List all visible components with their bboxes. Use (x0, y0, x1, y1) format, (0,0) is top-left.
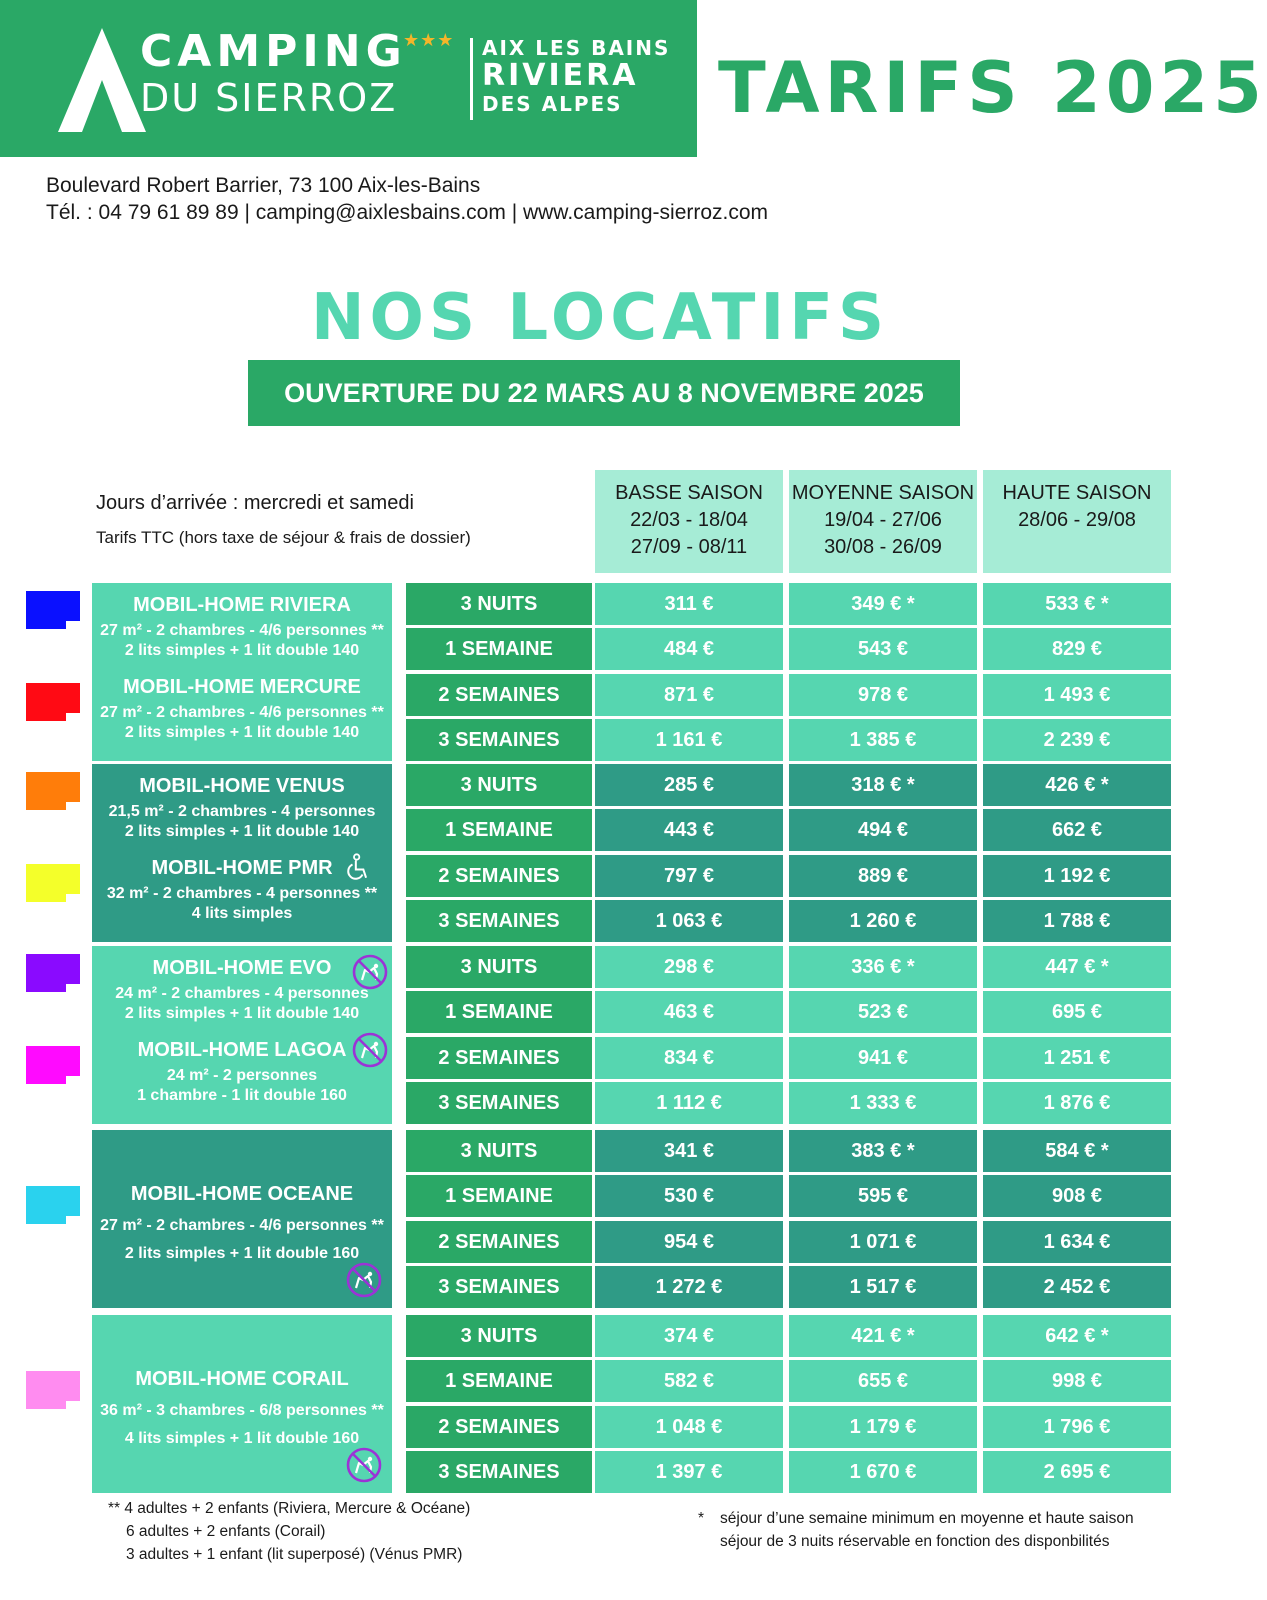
brand-line-2: DU SIERROZ (140, 76, 398, 120)
mobil-home-beds: 2 lits simples + 1 lit double 160 (124, 1245, 360, 1262)
price-cell: 871 € (595, 674, 783, 716)
mobil-home-description: 36 m² - 3 chambres - 6/8 personnes ** (100, 1402, 384, 1419)
section-title: NOS LOCATIFS (310, 281, 890, 355)
price-cell: 797 € (595, 855, 783, 897)
header-band (0, 0, 697, 157)
duration-cell: 2 SEMAINES (406, 1037, 592, 1079)
tax-note: Tarifs TTC (hors taxe de séjour & frais de dossier) (96, 528, 471, 547)
mobil-home-description: 27 m² - 2 chambres - 4/6 personnes ** (100, 704, 384, 721)
rental-group-label (92, 583, 392, 761)
season-dates: 28/06 - 29/08 (1018, 509, 1136, 531)
price-cell: 2 239 € (983, 719, 1171, 761)
mobil-home-name: MOBIL-HOME EVO (152, 957, 332, 979)
mobil-home-name: MOBIL-HOME OCEANE (130, 1183, 354, 1205)
price-cell: 584 € * (983, 1130, 1171, 1172)
color-swatch (26, 772, 80, 810)
brand-line-1: CAMPING (140, 26, 407, 77)
price-cell: 285 € (595, 764, 783, 806)
price-cell: 336 € * (789, 946, 977, 988)
duration-cell: 3 SEMAINES (406, 719, 592, 761)
price-cell: 533 € * (983, 583, 1171, 625)
mobil-home-beds: 4 lits simples (191, 905, 293, 922)
price-cell: 2 452 € (983, 1266, 1171, 1308)
duration-cell: 2 SEMAINES (406, 1221, 592, 1263)
no-pets-icon (352, 954, 388, 990)
price-cell: 523 € (789, 991, 977, 1033)
price-cell: 1 260 € (789, 900, 977, 942)
mobil-home-description: 27 m² - 2 chambres - 4/6 personnes ** (100, 1217, 384, 1234)
region-line-1: AIX LES BAINS (482, 36, 671, 60)
duration-cell: 3 NUITS (406, 1130, 592, 1172)
footnote-line: 3 adultes + 1 enfant (lit superposé) (Vénus PMR) (126, 1546, 463, 1563)
duration-cell: 3 SEMAINES (406, 1266, 592, 1308)
price-cell: 642 € * (983, 1315, 1171, 1357)
price-cell: 1 272 € (595, 1266, 783, 1308)
price-cell: 1 179 € (789, 1406, 977, 1448)
duration-cell: 3 NUITS (406, 583, 592, 625)
color-swatch (26, 591, 80, 629)
duration-cell: 1 SEMAINE (406, 1360, 592, 1402)
no-pets-icon (346, 1262, 382, 1298)
color-swatch (26, 1186, 80, 1224)
price-cell: 1 112 € (595, 1082, 783, 1124)
duration-cell: 1 SEMAINE (406, 991, 592, 1033)
mobil-home-beds: 2 lits simples + 1 lit double 140 (124, 1005, 360, 1022)
mobil-home-name: MOBIL-HOME RIVIERA (133, 594, 351, 616)
mobil-home-name: MOBIL-HOME CORAIL (135, 1368, 349, 1390)
price-cell: 998 € (983, 1360, 1171, 1402)
no-pets-icon (352, 1032, 388, 1068)
address: Boulevard Robert Barrier, 73 100 Aix-les-Bains (46, 174, 481, 197)
price-cell: 889 € (789, 855, 977, 897)
price-cell: 443 € (595, 809, 783, 851)
color-swatch (26, 683, 80, 721)
price-cell: 1 634 € (983, 1221, 1171, 1263)
region-logo (482, 36, 670, 116)
price-cell: 530 € (595, 1175, 783, 1217)
duration-cell: 1 SEMAINE (406, 1175, 592, 1217)
footnote-marker: * (698, 1510, 705, 1527)
price-cell: 1 385 € (789, 719, 977, 761)
price-cell: 494 € (789, 809, 977, 851)
price-cell: 484 € (595, 628, 783, 670)
price-cell: 1 192 € (983, 855, 1171, 897)
price-cell: 941 € (789, 1037, 977, 1079)
season-dates: 30/08 - 26/09 (824, 536, 942, 558)
price-cell: 1 493 € (983, 674, 1171, 716)
duration-cell: 3 NUITS (406, 946, 592, 988)
duration-cell: 3 SEMAINES (406, 900, 592, 942)
price-cell: 1 071 € (789, 1221, 977, 1263)
price-cell: 829 € (983, 628, 1171, 670)
wheelchair-icon (340, 852, 376, 888)
season-header-haute (983, 470, 1171, 573)
mobil-home-description: 27 m² - 2 chambres - 4/6 personnes ** (100, 622, 384, 639)
price-cell: 1 788 € (983, 900, 1171, 942)
price-cell: 655 € (789, 1360, 977, 1402)
opening-dates-banner: OUVERTURE DU 22 MARS AU 8 NOVEMBRE 2025 (248, 360, 960, 426)
price-cell: 298 € (595, 946, 783, 988)
price-cell: 349 € * (789, 583, 977, 625)
price-cell: 954 € (595, 1221, 783, 1263)
price-cell: 695 € (983, 991, 1171, 1033)
price-cell: 1 670 € (789, 1451, 977, 1493)
duration-cell: 2 SEMAINES (406, 1406, 592, 1448)
contact-line: Tél. : 04 79 61 89 89 | camping@aixlesbains.com | www.camping-sierroz.com (46, 201, 769, 224)
price-cell: 1 251 € (983, 1037, 1171, 1079)
brand-separator (470, 38, 473, 120)
price-cell: 311 € (595, 583, 783, 625)
price-cell: 447 € * (983, 946, 1171, 988)
footnote-occupancy (108, 1497, 470, 1566)
mobil-home-beds: 1 chambre - 1 lit double 160 (137, 1087, 347, 1104)
rental-group-label (92, 946, 392, 1124)
season-name: HAUTE SAISON (1002, 482, 1152, 504)
season-dates: 22/03 - 18/04 (630, 509, 748, 531)
region-line-2: RIVIERA (482, 58, 639, 93)
color-swatch (26, 1046, 80, 1084)
season-name: BASSE SAISON (615, 482, 763, 504)
season-header-basse (595, 470, 783, 573)
price-cell: 421 € * (789, 1315, 977, 1357)
camping-tent-logo (58, 28, 146, 132)
duration-cell: 3 NUITS (406, 1315, 592, 1357)
footnote-line: 6 adultes + 2 enfants (Corail) (126, 1523, 326, 1540)
duration-cell: 1 SEMAINE (406, 628, 592, 670)
mobil-home-name: MOBIL-HOME VENUS (139, 775, 345, 797)
price-cell: 1 333 € (789, 1082, 977, 1124)
price-cell: 1 161 € (595, 719, 783, 761)
rating-stars: ★★★ (403, 30, 455, 51)
duration-cell: 2 SEMAINES (406, 855, 592, 897)
mobil-home-name: MOBIL-HOME MERCURE (123, 676, 361, 698)
season-header-moyenne (789, 470, 977, 573)
price-cell: 383 € * (789, 1130, 977, 1172)
color-swatch (26, 954, 80, 992)
price-cell: 582 € (595, 1360, 783, 1402)
season-dates: 19/04 - 27/06 (824, 509, 942, 531)
mobil-home-beds: 4 lits simples + 1 lit double 160 (124, 1430, 360, 1447)
arrival-days: Jours d’arrivée : mercredi et samedi (96, 492, 414, 514)
page-title: TARIFS 2025 (718, 47, 1267, 129)
mobil-home-beds: 2 lits simples + 1 lit double 140 (124, 642, 360, 659)
price-cell: 595 € (789, 1175, 977, 1217)
duration-cell: 2 SEMAINES (406, 674, 592, 716)
footnote-line: séjour d’une semaine minimum en moyenne et haute saison (720, 1510, 1134, 1527)
mobil-home-description: 24 m² - 2 personnes (166, 1067, 318, 1084)
price-cell: 2 695 € (983, 1451, 1171, 1493)
contact-info (46, 172, 768, 226)
price-cell: 426 € * (983, 764, 1171, 806)
price-cell: 1 796 € (983, 1406, 1171, 1448)
season-name: MOYENNE SAISON (791, 482, 975, 504)
price-cell: 341 € (595, 1130, 783, 1172)
season-dates: 27/09 - 08/11 (630, 536, 748, 558)
mobil-home-name: MOBIL-HOME PMR (151, 857, 333, 879)
price-cell: 1 517 € (789, 1266, 977, 1308)
price-cell: 908 € (983, 1175, 1171, 1217)
brand-name (140, 28, 407, 120)
color-swatch (26, 1371, 80, 1409)
mobil-home-beds: 2 lits simples + 1 lit double 140 (124, 724, 360, 741)
price-cell: 374 € (595, 1315, 783, 1357)
price-cell: 662 € (983, 809, 1171, 851)
region-line-3: DES ALPES (482, 92, 623, 116)
duration-cell: 3 SEMAINES (406, 1082, 592, 1124)
color-swatch (26, 864, 80, 902)
footnote-line: séjour de 3 nuits réservable en fonction des disponbilités (720, 1533, 1110, 1550)
price-cell: 463 € (595, 991, 783, 1033)
price-cell: 1 876 € (983, 1082, 1171, 1124)
price-cell: 1 063 € (595, 900, 783, 942)
price-cell: 318 € * (789, 764, 977, 806)
price-cell: 978 € (789, 674, 977, 716)
price-cell: 543 € (789, 628, 977, 670)
duration-cell: 3 NUITS (406, 764, 592, 806)
mobil-home-description: 24 m² - 2 chambres - 4 personnes (115, 985, 369, 1002)
price-cell: 1 397 € (595, 1451, 783, 1493)
duration-cell: 1 SEMAINE (406, 809, 592, 851)
mobil-home-description: 32 m² - 2 chambres - 4 personnes ** (106, 885, 378, 902)
mobil-home-name: MOBIL-HOME LAGOA (137, 1039, 347, 1061)
mobil-home-beds: 2 lits simples + 1 lit double 140 (124, 823, 360, 840)
mobil-home-description: 21,5 m² - 2 chambres - 4 personnes (108, 803, 376, 820)
duration-cell: 3 SEMAINES (406, 1451, 592, 1493)
price-cell: 834 € (595, 1037, 783, 1079)
footnote-line: ** 4 adultes + 2 enfants (Riviera, Mercure & Océane) (108, 1500, 471, 1517)
no-pets-icon (346, 1447, 382, 1483)
price-cell: 1 048 € (595, 1406, 783, 1448)
